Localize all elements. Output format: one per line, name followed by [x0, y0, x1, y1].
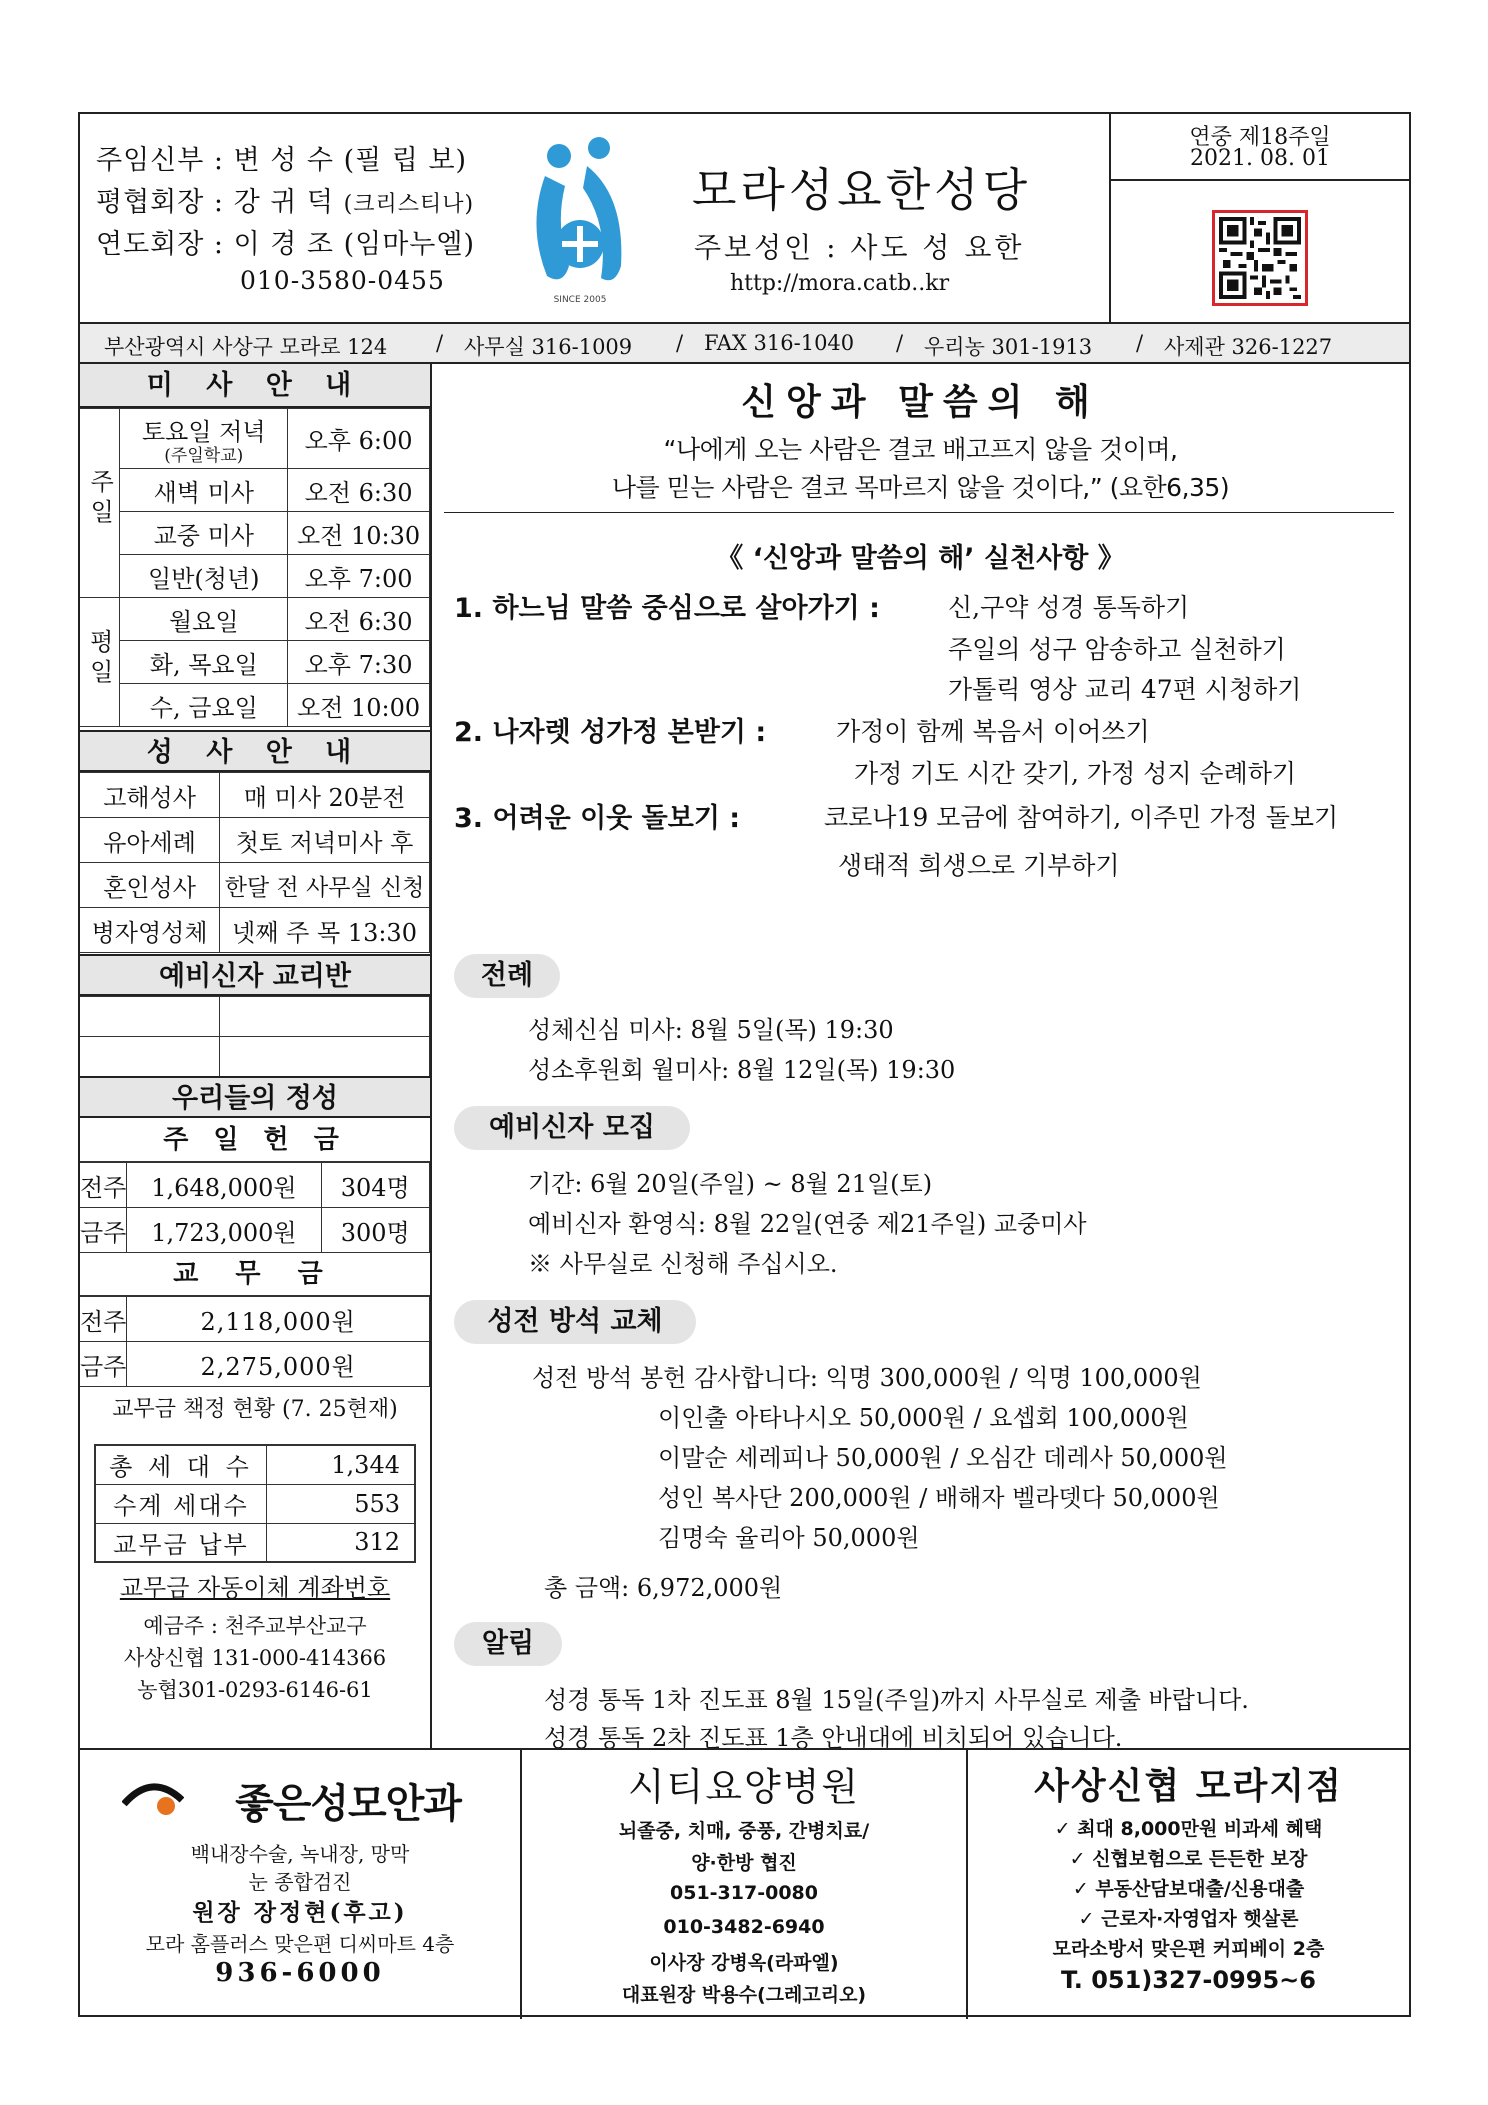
sacrament-info: 한달 전 사무실 신청	[220, 863, 430, 908]
footer-ads	[80, 1748, 1409, 2017]
dues-status-table	[94, 1444, 416, 1563]
church-name: 모라성요한성당	[692, 163, 1032, 217]
offering-label: 전주	[80, 1163, 127, 1208]
status-label: 총 세 대 수	[95, 1445, 266, 1484]
council-name: (크리스티나)	[343, 192, 475, 217]
account-line: 예금주 : 천주교부산교구	[143, 1614, 367, 1638]
recruit-heading: 예비신자 모집	[454, 1106, 690, 1150]
mass-row-name: 토요일 저녁 (주일학교)	[120, 409, 288, 469]
church-url[interactable]: http://mora.catb..kr	[730, 271, 950, 296]
hospital-line: 뇌졸중, 치매, 중풍, 간병치료/	[618, 1820, 870, 1842]
mass-row-time: 오후 6:00	[288, 409, 430, 469]
eye-clinic-phone: 936-6000	[215, 1958, 385, 1988]
bulletin-header	[80, 114, 1409, 324]
credit-union-phone: T. 051)327-0995~6	[1061, 1966, 1316, 1994]
mass-row-time: 오후 7:30	[288, 641, 430, 684]
credit-union-line: ✓ 부동산담보대출/신용대출	[1072, 1878, 1305, 1900]
quote-line: 나를 믿는 사람은 결코 목마르지 않을 것이다,” (요한6,35)	[611, 473, 1230, 502]
pastor-title: 주임신부 : 변 성 수	[96, 145, 335, 176]
catechumen-heading: 예비신자 교리반	[80, 954, 430, 996]
liturgical-week: 연중 제18주일	[1189, 125, 1331, 150]
cushion-line: 김명숙 율리아 50,000원	[658, 1524, 920, 1552]
account-line: 사상신협 131-000-414366	[123, 1646, 387, 1670]
parish-dues-heading: 교 무 금	[80, 1252, 430, 1296]
practice-text: 가정 기도 시간 갖기, 가정 성지 순례하기	[854, 759, 1297, 788]
hospital-line: 양·한방 협진	[691, 1852, 797, 1874]
recruit-line: ※ 사무실로 신청해 주십시오.	[528, 1250, 838, 1278]
office-phone: 사무실 316-1009	[464, 335, 633, 359]
eye-clinic-line: 백내장수술, 녹내장, 망막	[190, 1842, 410, 1866]
rectory-phone: 사제관 326-1227	[1164, 335, 1333, 359]
credit-union-line: ✓ 근로자·자영업자 햇살론	[1078, 1908, 1299, 1930]
year-title: 신앙과 말씀의 해	[741, 382, 1100, 423]
eye-clinic-name: 좋은성모안과	[235, 1781, 461, 1827]
hospital-chairman: 이사장 강병옥(라파엘)	[649, 1952, 839, 1974]
hospital-name: 시티요양병원	[627, 1765, 861, 1809]
sacrament-name: 병자영성체	[80, 908, 220, 953]
notice-heading: 알림	[454, 1622, 562, 1666]
dues-label: 금주	[80, 1342, 127, 1387]
church-logo-icon	[525, 136, 635, 306]
credit-union-line: ✓ 최대 8,000만원 비과세 혜택	[1054, 1818, 1323, 1840]
recruit-line: 예비신자 환영식: 8월 22일(연중 제21주일) 교중미사	[528, 1210, 1087, 1238]
cushion-line: 성전 방석 봉헌 감사합니다: 익명 300,000원 / 익명 100,000원	[532, 1364, 1202, 1392]
sacrament-name: 고해성사	[80, 773, 220, 818]
practice-label: 2. 나자렛 성가정 본받기 :	[454, 717, 767, 748]
status-label: 교무금 납부	[95, 1523, 266, 1562]
offering-count: 300명	[321, 1208, 430, 1253]
bulletin-page	[78, 112, 1411, 2017]
mass-row-time: 오후 7:00	[288, 555, 430, 598]
separator: /	[1136, 331, 1144, 355]
notice-line: 성경 통독 1차 진도표 8월 15일(주일)까지 사무실로 제출 바랍니다.	[544, 1686, 1249, 1714]
mass-heading: 미 사 안 내	[80, 364, 430, 408]
notice-line: 성경 통독 2차 진도표 1층 안내대에 비치되어 있습니다.	[544, 1724, 1123, 1752]
dues-amount: 2,275,000원	[127, 1342, 430, 1387]
qr-code-icon[interactable]	[1212, 210, 1308, 306]
mass-row-name: 새벽 미사	[120, 469, 288, 512]
practice-text: 가톨릭 영상 교리 47편 시청하기	[948, 675, 1302, 704]
weekday-label: 평일	[80, 598, 120, 727]
mass-row-time: 오전 10:00	[288, 684, 430, 727]
cushion-line: 이인출 아타나시오 50,000원 / 요셉회 100,000원	[658, 1404, 1189, 1432]
mass-row-time: 오전 6:30	[288, 469, 430, 512]
offering-amount: 1,648,000원	[127, 1163, 321, 1208]
main-content	[432, 364, 1409, 1752]
prayer-title: 연도회장 : 이 경 조	[96, 229, 335, 260]
offering-label: 금주	[80, 1208, 127, 1253]
council-line	[96, 180, 474, 219]
fax-number: FAX 316-1040	[704, 331, 855, 355]
recruit-line: 기간: 6월 20일(주일) ~ 8월 21일(토)	[528, 1170, 933, 1198]
sacrament-name: 혼인성사	[80, 863, 220, 908]
separator: /	[896, 331, 904, 355]
credit-union-line: ✓ 신협보험으로 든든한 보장	[1069, 1848, 1308, 1870]
sacrament-info: 매 미사 20분전	[220, 773, 430, 818]
prayer-name: (임마누엘)	[343, 229, 476, 260]
pastor-name: (필 립 보)	[343, 145, 468, 176]
mass-row-name: 일반(청년)	[120, 555, 288, 598]
sacrament-info: 첫토 저녁미사 후	[220, 818, 430, 863]
status-value: 553	[266, 1484, 415, 1523]
cushion-total: 총 금액: 6,972,000원	[544, 1574, 783, 1602]
bulletin-date: 2021. 08. 01	[1190, 146, 1330, 171]
ad-eye-clinic	[80, 1750, 522, 2019]
cushion-heading: 성전 방석 교체	[454, 1300, 696, 1344]
practice-label: 3. 어려운 이웃 돌보기 :	[454, 803, 741, 834]
parish-dues-table	[80, 1296, 430, 1387]
account-title: 교무금 자동이체 계좌번호	[119, 1574, 391, 1602]
liturgy-heading: 전례	[454, 954, 560, 998]
catechumen-table	[80, 996, 430, 1077]
sacrament-table	[80, 772, 430, 953]
sacrament-info: 넷째 주 목 13:30	[220, 908, 430, 953]
phone-number: 010-3580-0455	[240, 266, 445, 295]
practice-text: 주일의 성구 암송하고 실천하기	[948, 635, 1286, 664]
address-bar	[80, 324, 1409, 364]
sunday-offering-heading: 주 일 헌 금	[80, 1118, 430, 1162]
dues-status-title: 교무금 책정 현황 (7. 25현재)	[80, 1386, 430, 1434]
separator: /	[676, 331, 684, 355]
liturgy-line: 성소후원회 월미사: 8월 12일(목) 19:30	[528, 1056, 956, 1084]
hospital-phone: 010-3482-6940	[663, 1916, 825, 1938]
credit-union-location: 모라소방서 맞은편 커피베이 2층	[1052, 1938, 1325, 1960]
sacrament-name: 유아세례	[80, 818, 220, 863]
left-column	[80, 364, 432, 1748]
credit-union-name: 사상신협 모라지점	[1034, 1766, 1343, 1807]
eye-clinic-director: 원장 장정현(후고)	[192, 1899, 408, 1926]
practice-text: 가정이 함께 복음서 이어쓰기	[836, 717, 1150, 746]
hospital-phone: 051-317-0080	[670, 1882, 818, 1904]
offering-count: 304명	[321, 1163, 430, 1208]
patron-saint: 주보성인 : 사도 성 요한	[694, 231, 1025, 264]
liturgy-line: 성체신심 미사: 8월 5일(목) 19:30	[528, 1016, 894, 1044]
mass-row-name: 교중 미사	[120, 512, 288, 555]
mass-row-name: 화, 목요일	[120, 641, 288, 684]
practice-title: 《 ‘신앙과 말씀의 해’ 실천사항 》	[716, 543, 1125, 574]
ad-hospital	[522, 1750, 968, 2019]
eye-clinic-line: 눈 종합검진	[248, 1870, 352, 1894]
status-label: 수계 세대수	[95, 1484, 266, 1523]
dues-amount: 2,118,000원	[127, 1297, 430, 1342]
quote-line: “나에게 오는 사람은 결코 배고프지 않을 것이며,	[663, 435, 1178, 464]
sunday-label: 주일	[80, 409, 120, 598]
practice-text: 신,구약 성경 통독하기	[948, 593, 1190, 622]
account-line: 농협301-0293-6146-61	[137, 1678, 373, 1702]
mass-row-time: 오전 6:30	[288, 598, 430, 641]
sacrament-heading: 성 사 안 내	[80, 730, 430, 772]
address: 부산광역시 사상구 모라로 124	[104, 335, 388, 359]
mass-row-time: 오전 10:30	[288, 512, 430, 555]
pastor-line	[96, 138, 467, 177]
cushion-line: 이말순 세레피나 50,000원 / 오심간 데레사 50,000원	[658, 1444, 1228, 1472]
offering-heading: 우리들의 정성	[80, 1076, 430, 1118]
status-value: 312	[266, 1523, 415, 1562]
mass-row-name: 월요일	[120, 598, 288, 641]
offering-amount: 1,723,000원	[127, 1208, 321, 1253]
practice-text: 생태적 희생으로 기부하기	[838, 851, 1120, 880]
ad-credit-union	[968, 1750, 1409, 2019]
sunday-offering-table	[80, 1162, 430, 1253]
cushion-line: 성인 복사단 200,000원 / 배해자 벨라뎃다 50,000원	[658, 1484, 1220, 1512]
mass-row-name: 수, 금요일	[120, 684, 288, 727]
status-value: 1,344	[266, 1445, 415, 1484]
separator: /	[436, 331, 444, 355]
logo-since: SINCE 2005	[553, 295, 607, 305]
eye-clinic-location: 모라 홈플러스 맞은편 디씨마트 4층	[145, 1932, 455, 1956]
woorinong-phone: 우리농 301-1913	[924, 335, 1093, 359]
council-title: 평협회장 : 강 귀 덕	[96, 187, 335, 218]
mass-table	[80, 408, 430, 727]
prayer-line	[96, 222, 475, 261]
dues-label: 전주	[80, 1297, 127, 1342]
hospital-director: 대표원장 박용수(그레고리오)	[621, 1984, 867, 2006]
practice-label: 1. 하느님 말씀 중심으로 살아가기 :	[454, 593, 880, 624]
practice-text: 코로나19 모금에 참여하기, 이주민 가정 돌보기	[824, 803, 1339, 832]
